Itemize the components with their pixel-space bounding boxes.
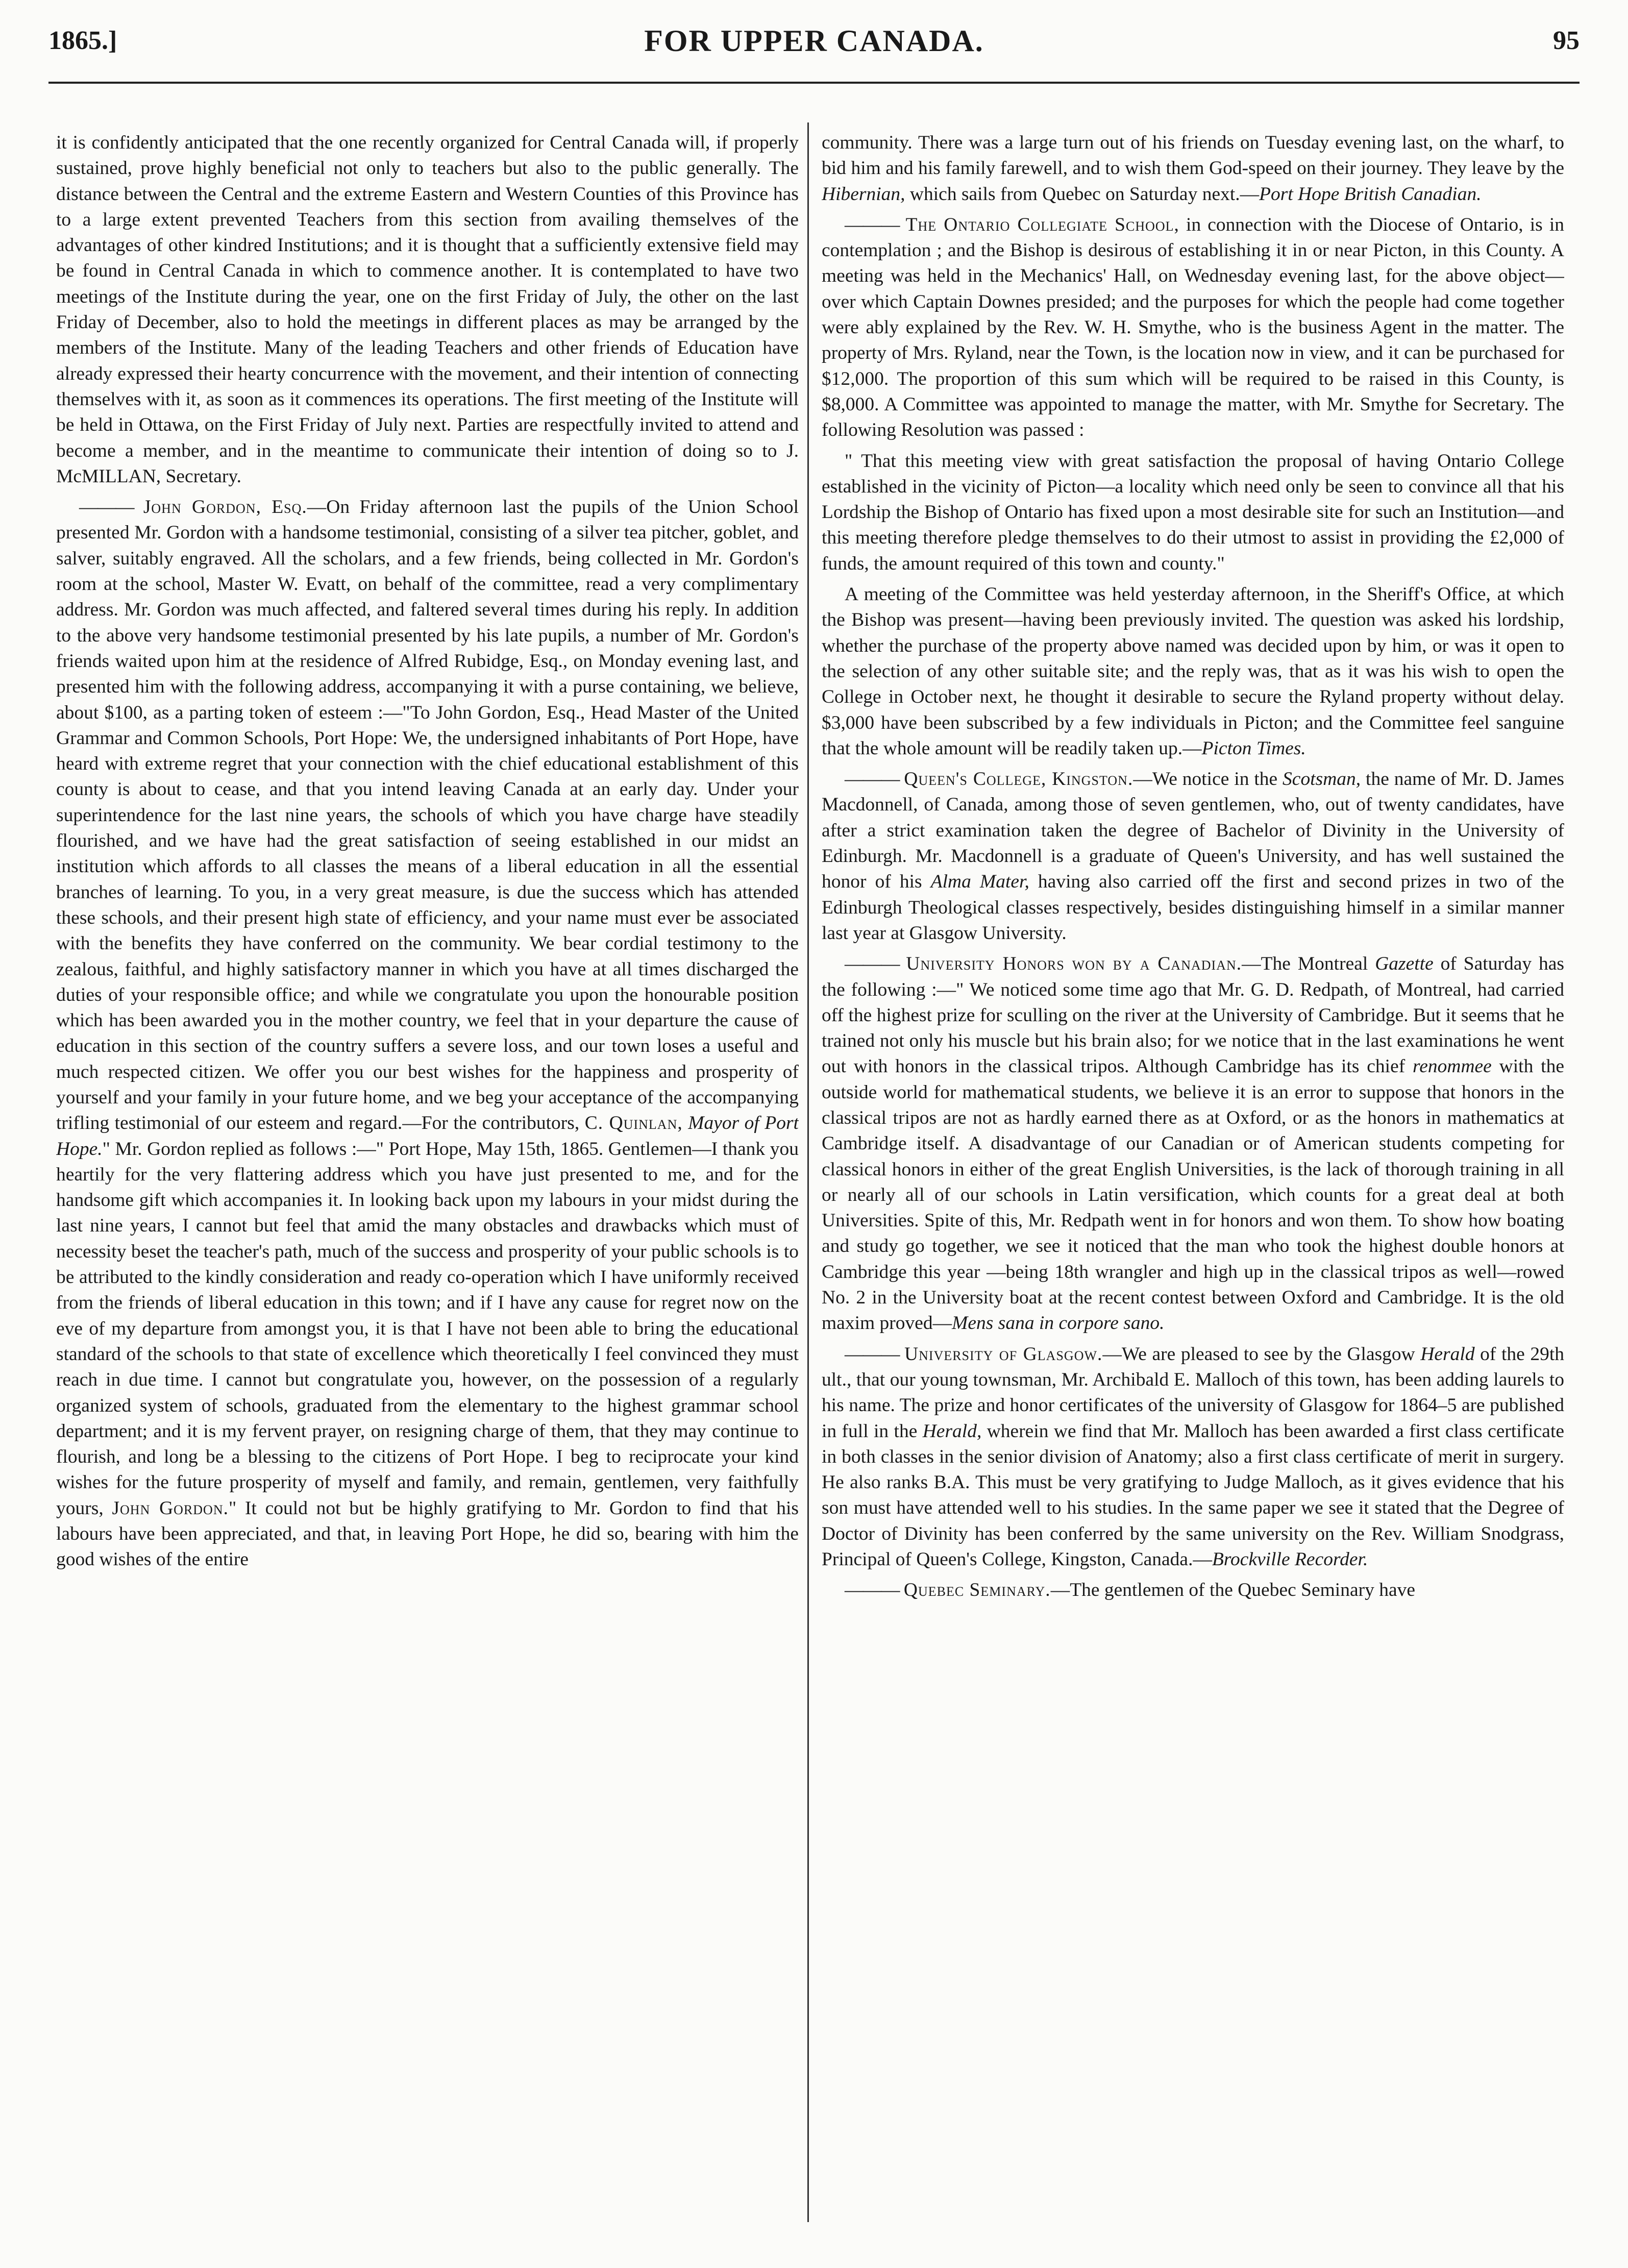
glasgow-article	[822, 1342, 1564, 1573]
community-text-b: which sails from Quebec on Saturday next.—	[905, 183, 1260, 205]
article-dash: ———	[845, 1343, 899, 1365]
renommee-word: renommee	[1413, 1056, 1492, 1077]
resolution-quote: " That this meeting view with great satisfaction the proposal of having Ontario College established in the vicinity of Picton—a locality which need only be seen to convince all that his Lordship the Bishop of Ontario has fixed upon a most desirable site for such an Institution—and this meeting therefore pledge themselves to do their utmost to assist in providing the £2,000 of funds, the amount required of this town and county."	[822, 450, 1564, 574]
alma-mater: Alma Mater,	[930, 871, 1029, 893]
university-honors-heading: University Honors won by a Canadian.	[906, 953, 1242, 975]
gordon-article	[56, 495, 799, 1572]
honors-text-c: with the outside world for mathematical students, we believe it is an error to suppose that honors in the classical tripos are not as hardly earned there as at Oxford, or as the honors in mathematics at Cambridge itself. A disadvantage of our Canadian or of American students competing for classical honors in either of the great English Universities, is the lack of thorough training in all or nearly all of our schools in Latin versification, which counts for a great deal at both Universities. Spite of this, Mr. Redpath went in for honors and won them. To show how boating and study go together, we see it noticed that the man who took the highest double honors at Cambridge this year —being 18th wrangler and high up in the classical tripos as well—rowed No. 2 in the University boat at the recent contest between Oxford and Cambridge. It is the old maxim proved—	[822, 1056, 1564, 1334]
university-honors-article	[822, 951, 1564, 1336]
quebec-text: —The gentlemen of the Quebec Seminary have	[1050, 1580, 1416, 1601]
herald-title-2: Herald,	[922, 1420, 982, 1442]
article-dash: ———	[845, 769, 899, 790]
institute-paragraph: it is confidently anticipated that the one recently organized for Central Canada will, if properly sustained, prove highly beneficial not only to teachers but also to the public generally. The distance between the Central and the extreme Eastern and Western Counties of this Province has to a large extent prevented Teachers from this section from availing themselves of the advantages of other kindred Institutions; and it is thought that a sufficiently extensive field may be found in Central Canada in which to commence another. It is contemplated to have two meetings of the Institute during the year, one on the first Friday of July, the other on the last Friday of December, also to hold the meetings in different places as may be arranged by the members of the Institute. Many of the leading Teachers and other friends of Education have already expressed their hearty concurrence with the movement, and their intention of connecting themselves with it, as soon as it commences its operations. The first meeting of the Institute will be held in Ottawa, on the First Friday of July next. Parties are respectfully invited to attend and become a member, and in the meantime to communicate their intention of doing so to J. McMILLAN, Secretary.	[56, 132, 799, 487]
left-column	[56, 130, 799, 2217]
glasgow-text-b: of the 29th ult., that our young townsman, Mr. Archibald E. Malloch of this town, has been adding laurels to his name. The prize and honor certificates of the university of Glasgow for 1864–5 are published in full in the	[822, 1343, 1564, 1442]
article-dash: ———	[845, 1580, 899, 1601]
glasgow-heading: University of Glasgow.	[904, 1343, 1103, 1365]
quebec-heading: Quebec Seminary.	[903, 1580, 1051, 1601]
page-header	[48, 15, 1580, 84]
article-dash: ———	[845, 953, 899, 975]
gordon-text-c: " It could not but be highly gratifying to Mr. Gordon to find that his labours have been appreciated, and that, in leaving Port Hope, he did so, bearing with him the good wishes of the entire	[56, 1497, 799, 1570]
honors-text-b: of Saturday has the following :—" We noticed some time ago that Mr. G. D. Redpath, of Montreal, had carried off the highest prize for sculling on the river at the University of Cambridge. But it seems that he trained not only his muscle but his brain also; for we notice that in the last examinations he went out with honors in the classical tripos. Although Cambridge has its chief	[822, 953, 1564, 1077]
header-title: FOR UPPER CANADA.	[644, 24, 984, 58]
quebec-article	[822, 1577, 1564, 1603]
article-dash: ———	[845, 214, 899, 235]
community-text-a: community. There was a large turn out of his friends on Tuesday evening last, on the wharf, to bid him and his family farewell, and to wish them God-speed on their journey. They leave by the	[822, 132, 1564, 179]
column-divider	[807, 122, 809, 2222]
page-number: 95	[1553, 26, 1580, 55]
queens-text-a: —We notice in the	[1133, 769, 1283, 790]
committee-text: A meeting of the Committee was held yesterday afternoon, in the Sheriff's Office, at which the Bishop was present—having been previously invited. The question was asked his lordship, whether the purchase of the property above named was decided upon by him, or was it open to the selection of any other suitable site; and the reply was, that as it was his wish to open the College in October next, he thought it desirable to secure the Ryland property without delay. $3,000 have been subscribed by a few individuals in Picton; and the Committee feel sanguine that the whole amount will be readily taken up.—	[822, 584, 1564, 759]
committee-paragraph	[822, 582, 1564, 761]
ontario-heading: The Ontario Collegiate School,	[905, 214, 1179, 235]
honors-text-a: —The Montreal	[1242, 953, 1375, 975]
glasgow-source: Brockville Recorder.	[1212, 1549, 1368, 1570]
gordon-signature: John Gordon.	[112, 1497, 229, 1519]
herald-title: Herald	[1420, 1343, 1475, 1365]
quinlan-name: C. Quinlan,	[584, 1113, 683, 1134]
gazette-title: Gazette	[1375, 953, 1434, 975]
community-paragraph	[822, 130, 1564, 207]
article-dash: ———	[79, 497, 134, 518]
glasgow-text-c: wherein we find that Mr. Malloch has been awarded a first class certificate in both classes in the senior division of Anatomy; also a first class certificate of merit in surgery. He also ranks B.A. This must be very gratifying to Judge Malloch, as it gives evidence that his son must have attended well to his studies. In the same paper we see it stated that the Degree of Doctor of Divinity has been conferred by the same university on the Rev. William Snodgrass, Principal of Queen's College, Kingston, Canada.—	[822, 1420, 1564, 1570]
gordon-heading: John Gordon, Esq.	[143, 497, 307, 518]
hibernian-ship: Hibernian,	[822, 183, 905, 205]
queens-text-b: the name of Mr. D. James Macdonnell, of Canada, among those of seven gentlemen, who, out of twenty candidates, have after a strict examination taken the degree of Bachelor of Divinity in the University of Edinburgh. Mr. Macdonnell is a graduate of Queen's University, and has well sustained the honor of his	[822, 769, 1564, 893]
queens-article	[822, 767, 1564, 946]
queens-text-c: having also carried off the first and second prizes in two of the Edinburgh Theological classes respectively, besides distinguishing himself in a similar manner last year at Glasgow University.	[822, 871, 1564, 944]
committee-source: Picton Times.	[1201, 737, 1306, 759]
mayor-title: Mayor of Port Hope.	[56, 1113, 799, 1160]
gordon-text-b: " Mr. Gordon replied as follows :—" Port Hope, May 15th, 1865. Gentlemen—I thank you heartily for the very flattering address which you have just presented to me, and for the handsome gift which accompanies it. In looking back upon my labours in your midst during the last nine years, I cannot but feel that amid the many obstacles and drawbacks which must of necessity beset the teacher's path, much of the success and prosperity of your public schools is to be attributed to the kindly consideration and ready co-operation which I have uniformly received from the friends of liberal education in this town; and if I have any cause for regret now on the eve of my departure from amongst you, it is that I have not been able to bring the educational standard of the schools to that state of excellence which theoretically I feel convinced they must reach in due time. I cannot but congratulate you, however, on the possession of a regularly organized system of schools, graduated from the elementary to the highest grammar school department; and it is my fervent prayer, on resigning charge of them, that they may continue to flourish, and long be a blessing to the citizens of Port Hope. I beg to reciprocate your kind wishes for the future prosperity of myself and family, and remain, gentlemen, very faithfully yours,	[56, 1138, 799, 1519]
community-source: Port Hope British Canadian.	[1259, 183, 1482, 205]
latin-maxim: Mens sana in corpore sano.	[952, 1313, 1165, 1334]
scotsman-title: Scotsman,	[1282, 769, 1361, 790]
queens-heading: Queen's College, Kingston.	[904, 769, 1133, 790]
header-year: 1865.]	[48, 26, 117, 55]
gordon-text-a: —On Friday afternoon last the pupils of the Union School presented Mr. Gordon with a handsome testimonial, consisting of a silver tea pitcher, goblet, and salver, suitably engraved. All the scholars, and a few friends, being collected in Mr. Gordon's room at the school, Master W. Evatt, on behalf of the committee, read a very complimentary address. Mr. Gordon was much affected, and faltered several times during his reply. In addition to the above very handsome testimonial presented by his late pupils, a number of Mr. Gordon's friends waited upon him at the residence of Alfred Rubidge, Esq., on Monday evening last, and presented him with the following address, accompanying it with a purse containing, we believe, about $100, as a parting token of esteem :—"To John Gordon, Esq., Head Master of the United Grammar and Common Schools, Port Hope: We, the undersigned inhabitants of Port Hope, have heard with extreme regret that your connection with the chief educational establishment of this county is about to cease, and that you intend leaving Canada at an early day. Under your superintendence for the last nine years, the schools of which you have charge have steadily flourished, and we have had the great satisfaction of seeing established in our midst an institution which affords to all classes the means of a liberal education in all the essential branches of learning. To you, in a very great measure, is due the success which has attended these schools, and their present high state of efficiency, and your name must ever be associated with the benefits they have conferred on the community. We bear cordial testimony to the zealous, faithful, and highly satisfactory manner in which you have at all times discharged the duties of your responsible office; and while we congratulate you upon the honourable position which has been awarded you in the mother country, we feel that in your departure the cause of education in this section of the country suffers a severe loss, and our town loses a useful and much respected citizen. We offer you our best wishes for the happiness and prosperity of yourself and your family in your future home, and we beg your acceptance of the accompanying trifling testimonial of our esteem and regard.—For the contributors,	[56, 497, 799, 1134]
right-column	[822, 130, 1564, 2217]
ontario-article	[822, 212, 1564, 443]
ontario-text: in connection with the Diocese of Ontario, is in contemplation ; and the Bishop is desirous of establishing it in or near Picton, in this County. A meeting was held in the Mechanics' Hall, on Wednesday evening last, for the above object—over which Captain Downes presided; and the purposes for which the people had come together were ably explained by the Rev. W. H. Smythe, who is the business Agent in the matter. The property of Mrs. Ryland, near the Town, is the location now in view, and it can be purchased for $12,000. The proportion of this sum which will be required to be raised in this County, is $8,000. A Committee was appointed to manage the matter, with Mr. Smythe for Secretary. The following Resolution was passed :	[822, 214, 1564, 441]
glasgow-text-a: —We are pleased to see by the Glasgow	[1102, 1343, 1421, 1365]
